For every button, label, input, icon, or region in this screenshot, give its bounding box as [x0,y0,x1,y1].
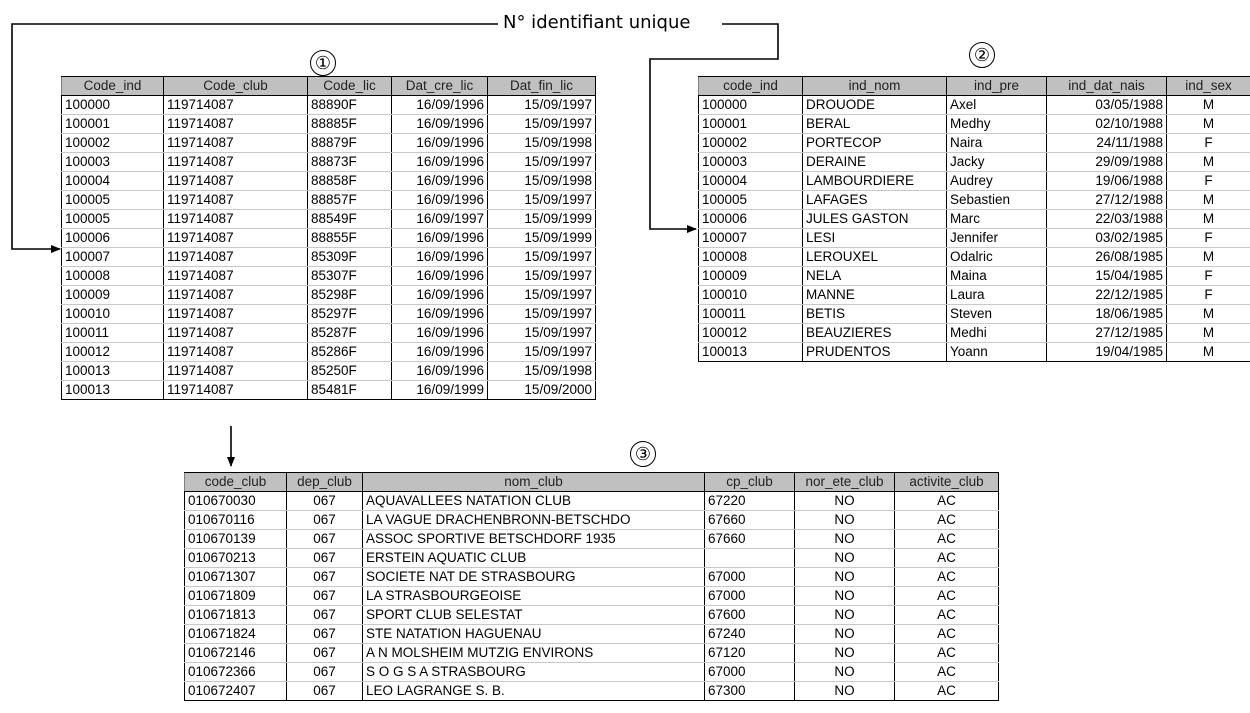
table-cell: 15/09/1997 [488,191,596,210]
table-cell: 100003 [62,153,164,172]
table-cell: 100005 [62,210,164,229]
table-cell: 010670213 [185,549,287,568]
table-cell: 100001 [699,115,803,134]
table-row [699,115,1250,134]
table-cell: 24/11/1988 [1047,134,1167,153]
individual-table [698,76,1250,362]
table-cell: 85297F [308,305,392,324]
table-cell: AC [895,625,999,644]
table-cell: 15/04/1985 [1047,267,1167,286]
table-cell: 85309F [308,248,392,267]
table-cell: M [1167,115,1250,134]
table-row [185,587,999,606]
table-cell: 100013 [62,362,164,381]
table-cell: Jennifer [947,229,1047,248]
table-row [62,343,596,362]
table-cell: 15/09/1998 [488,172,596,191]
table-cell: 88885F [308,115,392,134]
table-cell: 100006 [699,210,803,229]
table-cell: 100000 [62,96,164,115]
table-cell: 29/09/1988 [1047,153,1167,172]
table-cell: AC [895,682,999,701]
table-cell: 010670139 [185,530,287,549]
table-cell: 16/09/1996 [392,286,488,305]
column-header-code-lic: Code_lic [308,77,392,96]
table-cell: 100011 [62,324,164,343]
licence-table [61,76,596,400]
table-cell: 67300 [705,682,795,701]
table-cell: 100012 [699,324,803,343]
table-cell: PORTECOP [803,134,947,153]
table-cell: F [1167,229,1250,248]
table-cell: 15/09/1998 [488,134,596,153]
table-cell: NO [795,682,895,701]
table-row [185,549,999,568]
table-cell: Axel [947,96,1047,115]
table-cell: 100003 [699,153,803,172]
table-cell: 067 [287,606,363,625]
column-header-ind-dat-nais: ind_dat_nais [1047,77,1167,96]
table-cell: 119714087 [164,286,308,305]
table-cell: 67220 [705,492,795,511]
table-cell: 15/09/1997 [488,324,596,343]
table-cell: 067 [287,587,363,606]
column-header-activite-club: activite_club [895,473,999,492]
table-cell: 119714087 [164,381,308,400]
table-cell: 15/09/1997 [488,115,596,134]
table-cell: NO [795,549,895,568]
table-cell: 100013 [62,381,164,400]
table-cell: F [1167,286,1250,305]
table-cell: 16/09/1996 [392,362,488,381]
table-cell: 15/09/2000 [488,381,596,400]
table-cell: 119714087 [164,153,308,172]
table-cell: Odalric [947,248,1047,267]
table-cell: DROUODE [803,96,947,115]
table-cell: AC [895,530,999,549]
table-cell: 067 [287,549,363,568]
table-cell: SPORT CLUB SELESTAT [363,606,705,625]
table-cell: 03/05/1988 [1047,96,1167,115]
table-cell: 119714087 [164,248,308,267]
table-cell: 85298F [308,286,392,305]
table-row [185,682,999,701]
table-cell: NO [795,492,895,511]
table-cell: 067 [287,511,363,530]
column-header-nom-club: nom_club [363,473,705,492]
table-row [185,492,999,511]
table-cell: A N MOLSHEIM MUTZIG ENVIRONS [363,644,705,663]
table-cell: 88549F [308,210,392,229]
table-row [62,324,596,343]
table-cell: 18/06/1985 [1047,305,1167,324]
table-cell: 15/09/1999 [488,210,596,229]
table-cell: 100012 [62,343,164,362]
table-cell: 119714087 [164,324,308,343]
table-cell: 85287F [308,324,392,343]
table-row [62,229,596,248]
column-header-ind-sex: ind_sex [1167,77,1250,96]
table-cell: 88857F [308,191,392,210]
table-cell: 010672146 [185,644,287,663]
table-cell: LA STRASBOURGEOISE [363,587,705,606]
table-cell: Medhy [947,115,1047,134]
table-cell: 100008 [699,248,803,267]
table-cell: Sebastien [947,191,1047,210]
diagram-title: N° identifiant unique [503,12,691,33]
table-cell: LA VAGUE DRACHENBRONN-BETSCHDO [363,511,705,530]
column-header-dat-cre-lic: Dat_cre_lic [392,77,488,96]
table-row [699,343,1250,362]
table-cell: 119714087 [164,343,308,362]
table-cell: 067 [287,682,363,701]
table-cell: 88879F [308,134,392,153]
table-cell: 19/04/1985 [1047,343,1167,362]
table-cell: 03/02/1985 [1047,229,1167,248]
table-cell: JULES GASTON [803,210,947,229]
table-cell: 26/08/1985 [1047,248,1167,267]
table-cell: 119714087 [164,191,308,210]
table-row [62,191,596,210]
table-cell: NO [795,511,895,530]
table-cell: AQUAVALLEES NATATION CLUB [363,492,705,511]
table-row [699,305,1250,324]
table-cell: 16/09/1996 [392,324,488,343]
table-cell: 119714087 [164,267,308,286]
table-cell: Jacky [947,153,1047,172]
table-cell: M [1167,305,1250,324]
table-row [185,511,999,530]
table-cell [705,549,795,568]
table-cell: 010671809 [185,587,287,606]
table-cell: 100006 [62,229,164,248]
table-cell: 16/09/1996 [392,229,488,248]
table-row [62,267,596,286]
table-cell: 119714087 [164,134,308,153]
table-row [62,305,596,324]
table-cell: 15/09/1997 [488,96,596,115]
table-cell: BEAUZIERES [803,324,947,343]
table-cell: 67000 [705,568,795,587]
table-cell: 15/09/1997 [488,343,596,362]
table-cell: AC [895,511,999,530]
table-cell: 100007 [699,229,803,248]
table-cell: Marc [947,210,1047,229]
table-cell: 85481F [308,381,392,400]
table-cell: 27/12/1988 [1047,191,1167,210]
table-cell: 15/09/1997 [488,305,596,324]
table-cell: 16/09/1996 [392,191,488,210]
table-cell: 67000 [705,663,795,682]
table-cell: 067 [287,530,363,549]
table-cell: 067 [287,568,363,587]
table-cell: 16/09/1996 [392,153,488,172]
table-cell: NO [795,625,895,644]
column-header-code-club: code_club [185,473,287,492]
table-cell: 010671824 [185,625,287,644]
table-cell: 16/09/1996 [392,134,488,153]
table-cell: DERAINE [803,153,947,172]
table-row [699,248,1250,267]
column-header-dep-club: dep_club [287,473,363,492]
table-cell: F [1167,134,1250,153]
column-header-ind-nom: ind_nom [803,77,947,96]
table-row [699,286,1250,305]
table-cell: NELA [803,267,947,286]
club-table [184,472,999,701]
table-row [699,210,1250,229]
table-row [185,625,999,644]
table-row [62,362,596,381]
table-cell: 100005 [699,191,803,210]
table-cell: 67660 [705,530,795,549]
table-cell: STE NATATION HAGUENAU [363,625,705,644]
table-cell: 16/09/1996 [392,305,488,324]
table-cell: 010671307 [185,568,287,587]
table-cell: BETIS [803,305,947,324]
table-row [185,530,999,549]
table-cell: 88858F [308,172,392,191]
table-cell: 100004 [62,172,164,191]
table-cell: LAMBOURDIERE [803,172,947,191]
table-cell: 22/03/1988 [1047,210,1167,229]
table-cell: ERSTEIN AQUATIC CLUB [363,549,705,568]
table-row [699,191,1250,210]
table-cell: LAFAGES [803,191,947,210]
table-cell: S O G S A STRASBOURG [363,663,705,682]
table-cell: F [1167,172,1250,191]
table-cell: 119714087 [164,362,308,381]
table-row [185,663,999,682]
table-cell: 16/09/1996 [392,267,488,286]
table-row [699,172,1250,191]
table-cell: 067 [287,644,363,663]
table-cell: BERAL [803,115,947,134]
table-cell: NO [795,530,895,549]
table-cell: AC [895,568,999,587]
table-cell: 88873F [308,153,392,172]
table-cell: 19/06/1988 [1047,172,1167,191]
table-cell: Audrey [947,172,1047,191]
table-cell: 100002 [62,134,164,153]
table-cell: 16/09/1996 [392,96,488,115]
table-cell: NO [795,568,895,587]
table-cell: 88890F [308,96,392,115]
table-cell: 010670116 [185,511,287,530]
table-cell: 16/09/1996 [392,115,488,134]
column-header-code-ind: Code_ind [62,77,164,96]
table-cell: 100013 [699,343,803,362]
table-cell: MANNE [803,286,947,305]
table-cell: 010670030 [185,492,287,511]
table-cell: 100002 [699,134,803,153]
table-cell: Naira [947,134,1047,153]
table-cell: AC [895,644,999,663]
table-cell: 85307F [308,267,392,286]
table-row [699,267,1250,286]
table-cell: LESI [803,229,947,248]
table-cell: 67600 [705,606,795,625]
table-cell: 22/12/1985 [1047,286,1167,305]
table-row [62,286,596,305]
table-cell: 119714087 [164,229,308,248]
table-row [699,229,1250,248]
table-cell: Laura [947,286,1047,305]
column-header-dat-fin-lic: Dat_fin_lic [488,77,596,96]
table-row [62,134,596,153]
table-cell: NO [795,644,895,663]
table-cell: M [1167,96,1250,115]
table-cell: NO [795,606,895,625]
table-row [62,210,596,229]
table-cell: 16/09/1996 [392,172,488,191]
table-row [62,172,596,191]
table-cell: 67240 [705,625,795,644]
table-row [62,115,596,134]
table-cell: AC [895,663,999,682]
table-cell: 010672366 [185,663,287,682]
table-cell: M [1167,248,1250,267]
table-cell: NO [795,663,895,682]
table-row [185,644,999,663]
table-cell: 100009 [699,267,803,286]
table3-marker: ③ [630,441,656,467]
table-cell: 15/09/1999 [488,229,596,248]
table-cell: AC [895,587,999,606]
table-row [62,153,596,172]
table-cell: 16/09/1996 [392,343,488,362]
table-cell: 067 [287,492,363,511]
table-cell: Yoann [947,343,1047,362]
table-cell: 15/09/1997 [488,286,596,305]
table-row [62,248,596,267]
table-cell: 88855F [308,229,392,248]
table-row [185,606,999,625]
table-cell: 010672407 [185,682,287,701]
table-cell: Steven [947,305,1047,324]
table-cell: 119714087 [164,305,308,324]
table-row [62,96,596,115]
table-cell: 100010 [699,286,803,305]
table-cell: M [1167,153,1250,172]
table-cell: 15/09/1997 [488,267,596,286]
table-cell: ASSOC SPORTIVE BETSCHDORF 1935 [363,530,705,549]
table-cell: 27/12/1985 [1047,324,1167,343]
table-cell: 100004 [699,172,803,191]
table-cell: 067 [287,625,363,644]
table-cell: 16/09/1997 [392,210,488,229]
column-header-nor-ete-club: nor_ete_club [795,473,895,492]
table-cell: 100008 [62,267,164,286]
table-cell: 100009 [62,286,164,305]
table-cell: 67120 [705,644,795,663]
table-cell: 100005 [62,191,164,210]
table-cell: AC [895,606,999,625]
table-cell: M [1167,343,1250,362]
table-cell: F [1167,267,1250,286]
table-cell: AC [895,549,999,568]
table-cell: 15/09/1998 [488,362,596,381]
table-cell: 067 [287,663,363,682]
table2-marker: ② [969,42,995,68]
table-cell: 67660 [705,511,795,530]
table-cell: Medhi [947,324,1047,343]
table-cell: M [1167,324,1250,343]
table-row [699,134,1250,153]
table-cell: PRUDENTOS [803,343,947,362]
table-cell: M [1167,210,1250,229]
table-cell: 010671813 [185,606,287,625]
table-cell: 15/09/1997 [488,248,596,267]
table-cell: 100011 [699,305,803,324]
table-cell: 100001 [62,115,164,134]
table-cell: NO [795,587,895,606]
table-cell: LEROUXEL [803,248,947,267]
table-cell: SOCIETE NAT DE STRASBOURG [363,568,705,587]
table-row [699,96,1250,115]
table-cell: 16/09/1996 [392,248,488,267]
table-cell: AC [895,492,999,511]
table-cell: 119714087 [164,96,308,115]
table-cell: 119714087 [164,115,308,134]
table-row [699,153,1250,172]
table-cell: 119714087 [164,210,308,229]
table-cell: 85286F [308,343,392,362]
table-cell: 100010 [62,305,164,324]
table-cell: 119714087 [164,172,308,191]
table-cell: M [1167,191,1250,210]
table-cell: LEO LAGRANGE S. B. [363,682,705,701]
table-row [185,568,999,587]
table1-marker: ① [310,50,336,76]
column-header-cp-club: cp_club [705,473,795,492]
column-header-code-ind: code_ind [699,77,803,96]
column-header-ind-pre: ind_pre [947,77,1047,96]
table-cell: 16/09/1999 [392,381,488,400]
table-cell: 100007 [62,248,164,267]
table-cell: 67000 [705,587,795,606]
table-cell: 02/10/1988 [1047,115,1167,134]
table-cell: 85250F [308,362,392,381]
table-row [62,381,596,400]
table-row [699,324,1250,343]
table-cell: 100000 [699,96,803,115]
table-cell: Maina [947,267,1047,286]
column-header-code-club: Code_club [164,77,308,96]
table-cell: 15/09/1997 [488,153,596,172]
